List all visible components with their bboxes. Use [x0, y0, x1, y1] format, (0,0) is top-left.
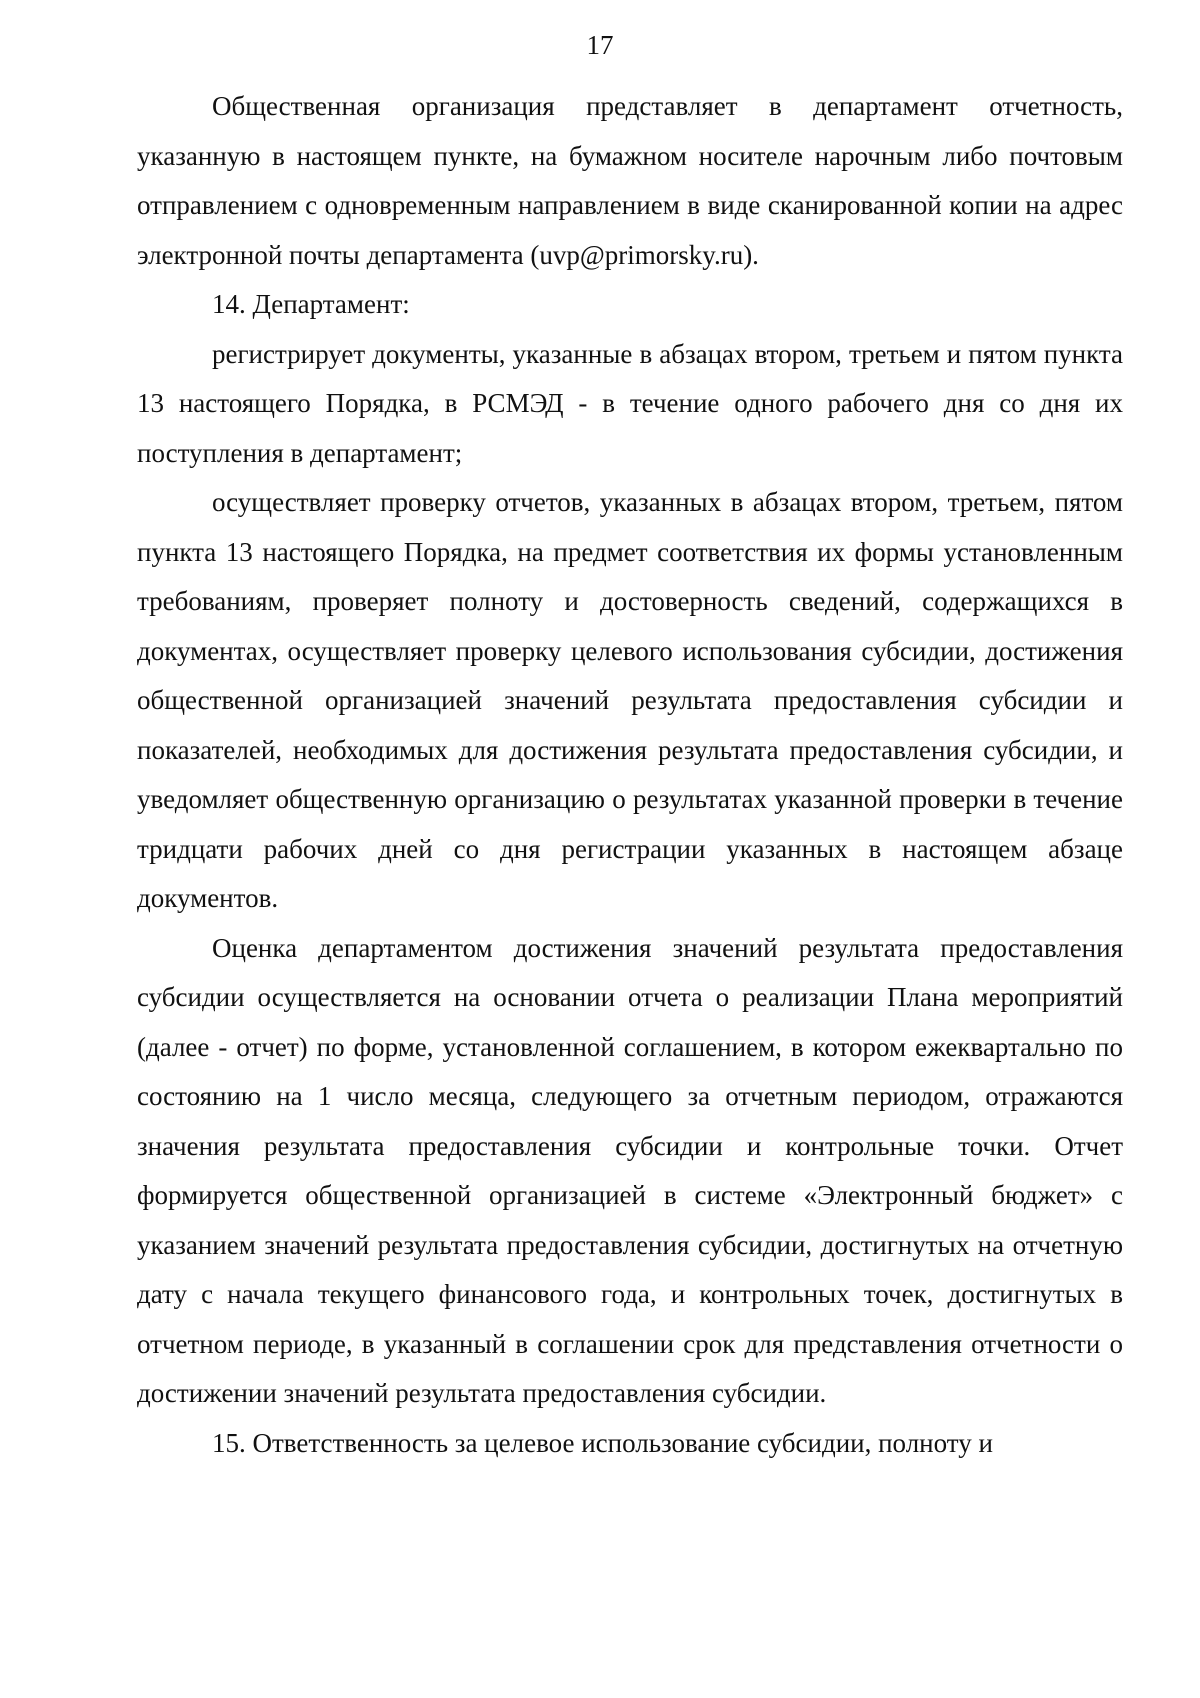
page-number: 17: [586, 30, 614, 60]
paragraph-item-14-heading: 14. Департамент:: [212, 289, 410, 319]
paragraph-evaluation: Оценка департаментом достижения значений результата предоставления субсидии осуществляется на основании отчета о реализации Плана мероприятий (далее - отчет) по форме, установленной соглашением, в котором ежеквартально по состоянию на 1 число месяца, следующего за отчетным периодом, отражаются значения результата предоставления субсидии и контрольные точки. Отчет формируется общественной организацией в системе «Электронный бюджет» с указанием значений результата предоставления субсидии, достигнутых на отчетную дату с начала текущего финансового года, и контрольных точек, достигнутых в отчетном периоде, в указанный в соглашении срок для представления отчетности о достижении значений результата предоставления субсидии.: [137, 932, 1123, 1408]
paragraph-report-submission: Общественная организация представляет в департамент отчетность, указанную в настоящем пункте, на бумажном носителе нарочным либо почтовым отправлением с одновременным направлением в виде сканированной копии на адрес электронной почты департамента (uvp@primorsky.ru).: [137, 91, 1123, 270]
paragraph-verification: осуществляет проверку отчетов, указанных в абзацах втором, третьем, пятом пункта 13 настоящего Порядка, на предмет соответствия их формы установленным требованиям, проверяет полноту и достоверность сведений, содержащихся в документах, осуществляет проверку целевого использования субсидии, достижения общественной организацией значений результата предоставления субсидии и показателей, необходимых для достижения результата предоставления субсидии, и уведомляет общественную организацию о результатах указанной проверки в течение тридцати рабочих дней со дня регистрации указанных в настоящем абзаце документов.: [137, 487, 1123, 913]
paragraph-registration: регистрирует документы, указанные в абзацах втором, третьем и пятом пункта 13 настоящего Порядка, в РСМЭД - в течение одного рабочего дня со дня их поступления в департамент;: [137, 338, 1123, 468]
document-body: [137, 82, 1123, 1468]
paragraph-item-15-start: 15. Ответственность за целевое использование субсидии, полноту и: [212, 1427, 993, 1458]
